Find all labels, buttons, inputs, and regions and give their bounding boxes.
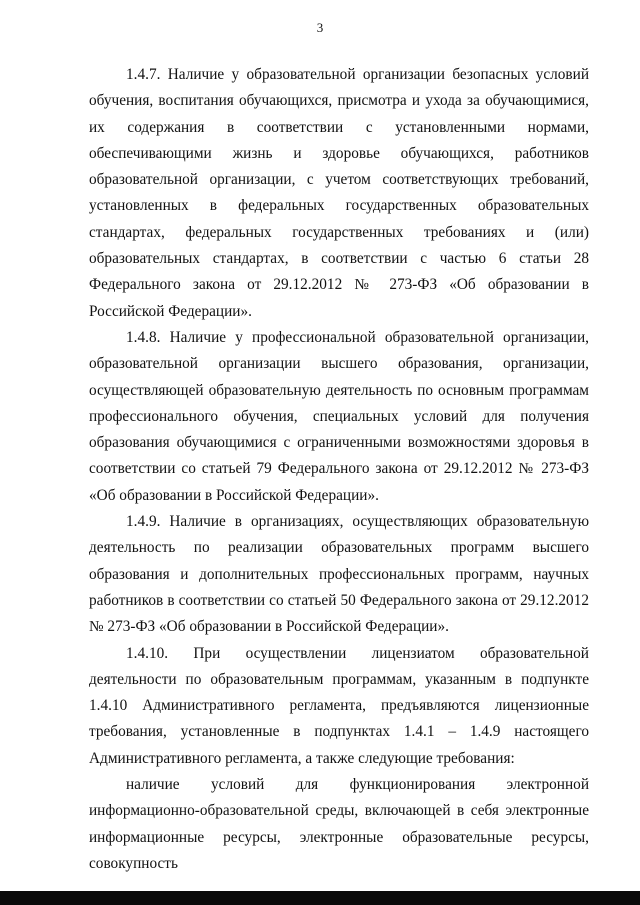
page-number: 3 <box>316 20 324 35</box>
paragraph-1-4-8: 1.4.8. Наличие у профессиональной образовательной организации, образовательной организации высшего образования, организации, осуществляющей образовательную деятельность по основным программам профессионального обучения, специальных условий для получения образования обучающимися с ограниченными возможностями здоровья в соответствии со статьей 79 Федерального закона от 29.12.2012 № 273-ФЗ «Об образовании в Российской Федерации». <box>89 328 589 504</box>
paragraph-1-4-9: 1.4.9. Наличие в организациях, осуществляющих образовательную деятельность по реализации образовательных программ высшего образования и дополнительных профессиональных программ, научных работников в соответствии со статьей 50 Федерального закона от 29.12.2012 № 273-ФЗ «Об образовании в Российской Федерации». <box>89 513 589 636</box>
scan-bottom-border <box>0 891 640 905</box>
paragraph-1-4-7: 1.4.7. Наличие у образовательной организации безопасных условий обучения, воспитания обучающихся, присмотра и ухода за обучающимися, их содержания в соответствии с установленными нормами, обеспечивающими жизнь и здоровье обучающихся, работников образовательной организации, с учетом соответствующих требований, установленных в федеральных государственных образовательных стандартах, федеральных государственных требованиях и (или) образовательных стандартах, в соответствии с частью 6 статьи 28 Федерального закона от 29.12.2012 № 273-ФЗ «Об образовании в Российской Федерации». <box>89 66 589 320</box>
paragraph-requirement-continued: наличие условий для функционирования электронной информационно-образовательной среды, включающей в себя электронные информационные ресурсы, электронные образовательные ресурсы, совокупность <box>89 776 589 872</box>
document-body <box>89 62 589 877</box>
paragraph-1-4-10: 1.4.10. При осуществлении лицензиатом образовательной деятельности по образовательным программам, указанным в подпункте 1.4.10 Административного регламента, предъявляются лицензионные требования, установленные в подпунктах 1.4.1 – 1.4.9 настоящего Административного регламента, а также следующие требования: <box>89 644 589 767</box>
